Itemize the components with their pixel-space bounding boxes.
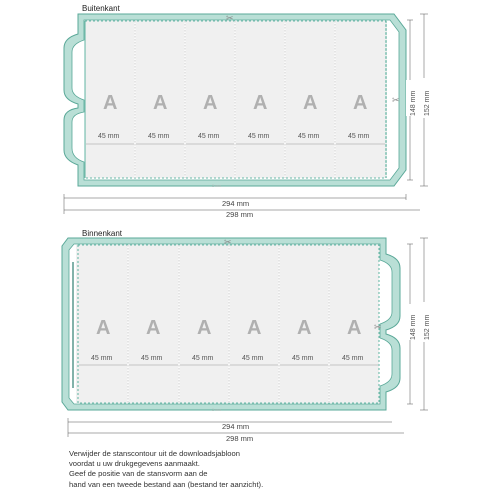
bleed-label: 2 mm [212,408,221,412]
panel-letter: A [146,317,161,339]
panel-letter: A [96,317,111,339]
scissors-icon: ✂ [392,95,400,105]
panel-letter: A [247,317,262,339]
panel-letter: A [103,92,118,114]
panel-width-label: 45 mm [198,133,220,140]
outer-side-label: Buitenkant [82,4,120,13]
panel-width-label: 45 mm [91,355,113,362]
inner-width-label: 294 mm [222,422,250,431]
scissors-icon: ✂ [226,13,234,23]
panel-width-label: 45 mm [192,355,214,362]
panel-letter: A [203,92,218,114]
note-line: voordat u uw drukgegevens aanmaakt. [69,459,200,469]
inner-height-label: 148 mm [410,314,417,340]
panel-width-label: 45 mm [141,355,163,362]
panel-width-label: 45 mm [348,133,370,140]
inner-height-label: 148 mm [410,90,417,116]
panel-width-label: 45 mm [98,133,120,140]
note-line: Geef de positie van de stansvorm aan de [69,469,208,479]
panel-letter: A [197,317,212,339]
scissors-icon: ✂ [224,237,232,247]
panel-letter: A [297,317,312,339]
panel-letter: A [347,317,362,339]
panel-letter: A [303,92,318,114]
panel-width-label: 45 mm [148,133,170,140]
outer-height-label: 152 mm [424,314,431,340]
inner-width-label: 294 mm [222,199,250,208]
outer-height-label: 152 mm [424,90,431,116]
outer-width-label: 298 mm [226,434,254,443]
panel-width-label: 45 mm [292,355,314,362]
scissors-icon: ✂ [374,322,382,332]
note-line: hand van een tweede bestand aan (bestand ter aanzicht). [69,479,264,489]
panel-width-label: 45 mm [248,133,270,140]
panel-width-label: 45 mm [298,133,320,140]
panel-letter: A [353,92,368,114]
inner-side-template [62,229,431,443]
panel-letter: A [253,92,268,114]
instruction-notes [69,449,489,490]
print-area [76,245,379,403]
panel-width-label: 45 mm [242,355,264,362]
panel-width-label: 45 mm [342,355,364,362]
bleed-label: 2 mm [212,184,221,188]
inner-side-label: Binnenkant [82,229,123,238]
outer-side-template [64,4,431,219]
outer-width-label: 298 mm [226,210,254,219]
panel-letter: A [153,92,168,114]
note-line: Verwijder de stanscontour uit de downloadsjabloon [69,449,240,458]
print-area [85,21,387,178]
